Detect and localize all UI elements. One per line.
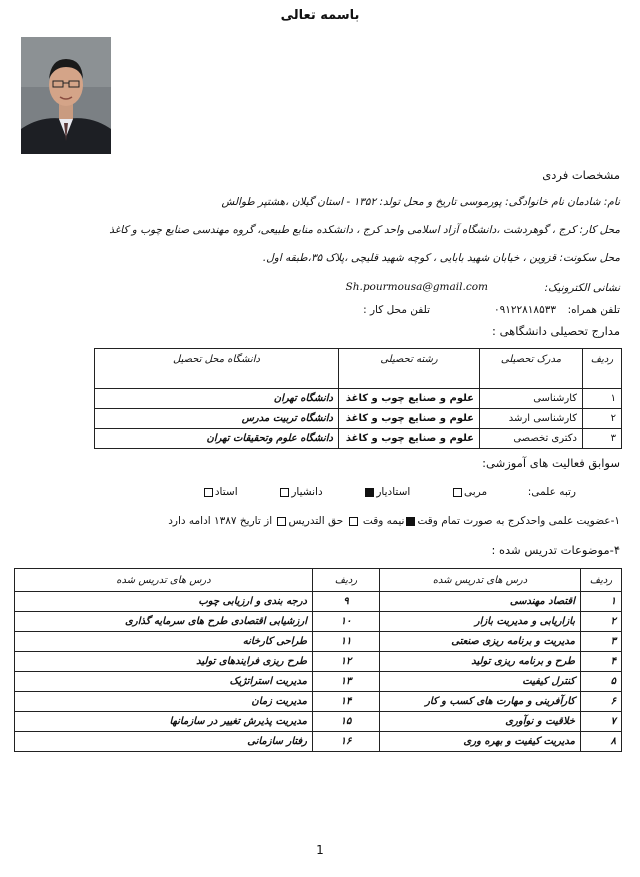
cell-row-number: ۵ [581,672,622,692]
table-header-row [15,569,622,592]
cell-row-number: ۴ [581,652,622,672]
cell-course: کارآفرینی و مهارت های کسب و کار [380,692,581,712]
rank-option-lecturer[interactable]: مربی [451,486,487,498]
cell-course: مدیریت کیفیت و بهره وری [380,732,581,752]
col-row-number: ردیف [313,569,380,592]
academic-rank-row [202,486,576,498]
col-row-number: ردیف [583,349,622,389]
work-address-line: محل کار: کرج ، گوهردشت ،دانشگاه آزاد اسلامی واحد کرج ، دانشکده منابع طبیعی، گروه مهندسی صنایع چوب و کاغذ [109,224,620,236]
table-row [95,429,622,449]
cell-row-number: ۳ [581,632,622,652]
cell-degree: کارشناسی ارشد [480,409,583,429]
cell-row-number: ۸ [581,732,622,752]
cell-row-number: ۲ [583,409,622,429]
table-row [15,592,622,612]
cell-row-number: ۳ [583,429,622,449]
table-row [15,732,622,752]
cell-row-number: ۱ [581,592,622,612]
table-header-row [95,349,622,389]
cell-row-number: ۱۲ [313,652,380,672]
cell-course: درجه بندی و ارزیابی چوب [15,592,313,612]
col-course: درس های تدریس شده [15,569,313,592]
checkbox-icon [280,488,289,497]
cell-course: مدیریت استراتژیک [15,672,313,692]
cell-row-number: ۱ [583,389,622,409]
teaching-heading: سوابق فعالیت های آموزشی: [482,456,620,470]
cell-university: دانشگاه علوم وتحقیقات تهران [95,429,339,449]
checkbox-checked-icon [406,517,415,526]
col-university: دانشگاه محل تحصیل [95,349,339,389]
table-row [15,712,622,732]
membership-line: ۱-عضویت علمی واحدکرج به صورت تمام وقتنیمه وقت حق التدریس از تاریخ ۱۳۸۷ ادامه دارد [168,515,620,527]
courses-heading: ۴-موضوعات تدریس شده : [491,543,620,557]
cell-degree: دکتری تخصصی [480,429,583,449]
cell-degree: کارشناسی [480,389,583,409]
profile-photo [21,37,111,154]
cell-row-number: ۹ [313,592,380,612]
table-row [15,652,622,672]
rank-option-associate-professor[interactable]: دانشیار [278,486,322,498]
cell-course: بازاریابی و مدیریت بازار [380,612,581,632]
work-phone-label: تلفن محل کار : [363,304,430,316]
email-link[interactable]: Sh.pourmousa@gmail.com [345,281,488,293]
col-field: رشته تحصیلی [339,349,480,389]
cell-university: دانشگاه تربیت مدرس [95,409,339,429]
cell-course: ارزشیابی اقتصادی طرح های سرمایه گذاری [15,612,313,632]
cell-course: اقتصاد مهندسی [380,592,581,612]
home-address-line: محل سکونت: قزوین ، خیابان شهید بابایی ، کوچه شهید قلیچی ،پلاک ۳۵،طبقه اول. [262,252,620,264]
table-row [95,389,622,409]
checkbox-icon [277,517,286,526]
cell-row-number: ۷ [581,712,622,732]
cell-course: طرح ریزی فرایندهای تولید [15,652,313,672]
checkbox-icon [349,517,358,526]
rank-option-assistant-professor[interactable]: استادیار [363,486,410,498]
courses-table [14,568,622,752]
table-row [95,409,622,429]
education-table [94,348,622,449]
rank-label: رتبه علمی: [527,486,576,498]
cell-course: رفتار سازمانی [15,732,313,752]
cell-field: علوم و صنایع چوب و کاغذ [339,409,480,429]
mobile-label: تلفن همراه: [567,304,620,316]
cell-row-number: ۱۴ [313,692,380,712]
name-line: نام: شادمان نام خانوادگی: پورموسی تاریخ و محل تولد: ۱۳۵۲ - استان گیلان ،هشتپر طوالش [221,196,620,208]
cell-course: کنترل کیفیت [380,672,581,692]
cell-university: دانشگاه تهران [95,389,339,409]
table-row [15,632,622,652]
table-row [15,692,622,712]
page-title: باسمه تعالی [280,8,360,23]
cell-course: مدیریت زمان [15,692,313,712]
cell-field: علوم و صنایع چوب و کاغذ [339,429,480,449]
cell-course: خلاقیت و نوآوری [380,712,581,732]
person-photo-icon [21,37,111,154]
cell-row-number: ۶ [581,692,622,712]
education-heading: مدارج تحصیلی دانشگاهی : [492,324,620,338]
cell-row-number: ۲ [581,612,622,632]
cell-course: مدیریت پذیرش تغییر در سازمانها [15,712,313,732]
col-row-number: ردیف [581,569,622,592]
cell-row-number: ۱۶ [313,732,380,752]
cell-course: مدیریت و برنامه ریزی صنعتی [380,632,581,652]
mobile-value: ۰۹۱۲۲۸۱۸۵۳۳ [493,304,556,316]
table-row [15,612,622,632]
cell-course: طرح و برنامه ریزی تولید [380,652,581,672]
rank-option-professor[interactable]: استاد [202,486,238,498]
cell-course: طراحی کارخانه [15,632,313,652]
cell-row-number: ۱۰ [313,612,380,632]
checkbox-icon [453,488,462,497]
cell-row-number: ۱۱ [313,632,380,652]
page-number: 1 [316,843,324,857]
cell-field: علوم و صنایع چوب و کاغذ [339,389,480,409]
cell-row-number: ۱۳ [313,672,380,692]
checkbox-checked-icon [365,488,374,497]
cell-row-number: ۱۵ [313,712,380,732]
table-row [15,672,622,692]
col-degree: مدرک تحصیلی [480,349,583,389]
email-label: نشانی الکترونیک: [544,282,620,294]
checkbox-icon [204,488,213,497]
personal-heading: مشخصات فردی [542,168,620,182]
col-course: درس های تدریس شده [380,569,581,592]
